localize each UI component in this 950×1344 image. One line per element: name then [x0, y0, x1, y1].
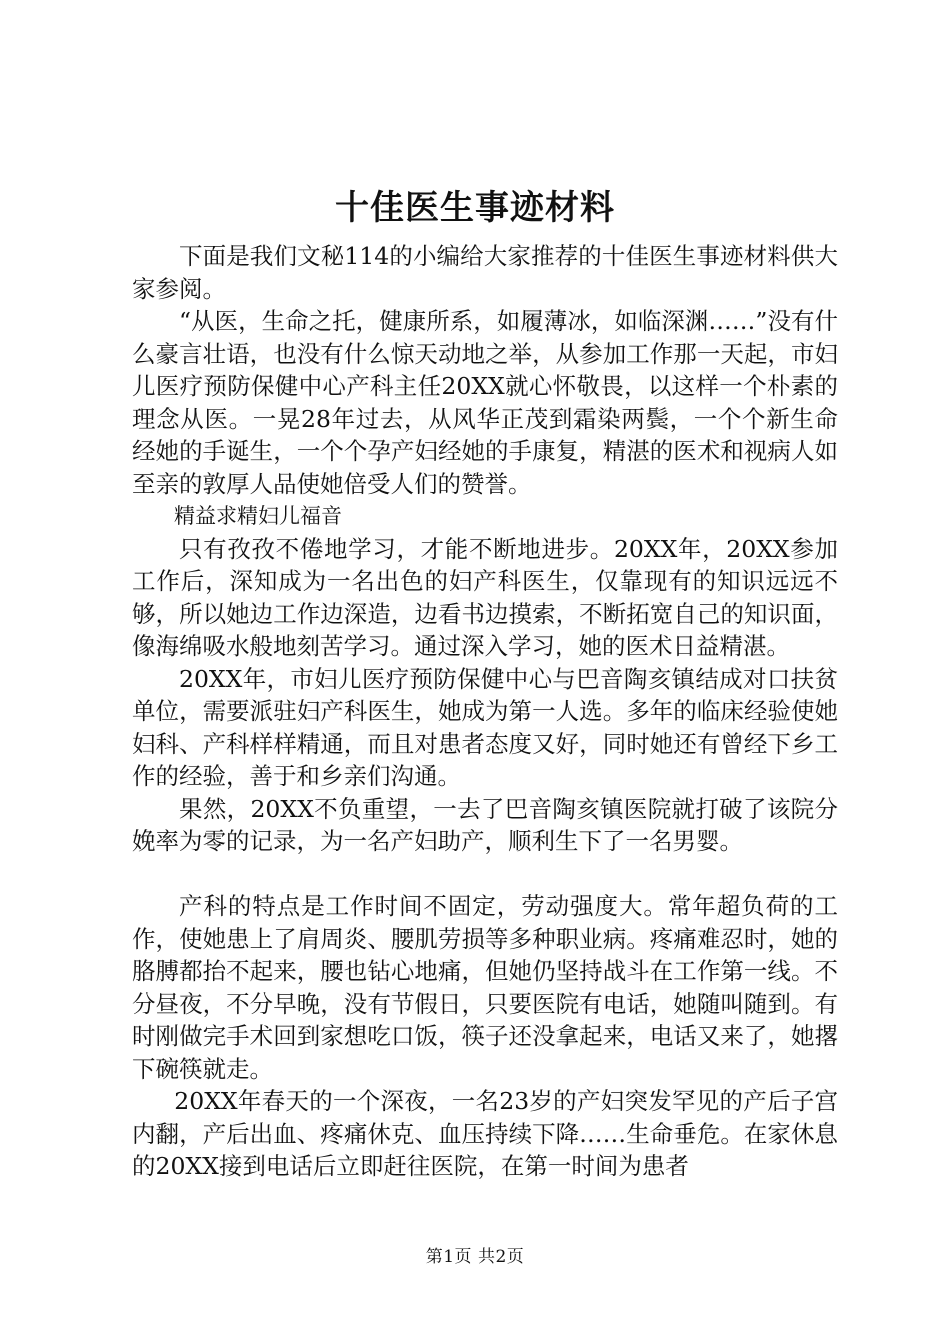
- document-body: [132, 240, 838, 1183]
- paragraph-spacer: [132, 858, 838, 891]
- body-paragraph: “从医，生命之托，健康所系，如履薄冰，如临深渊……”没有什么豪言壮语，也没有什么惊天动地之举，从参加工作那一天起，市妇儿医疗预防保健中心产科主任20XX就心怀敬畏，以这样一个朴素的理念从医。一晃28年过去，从风华正茂到霜染两鬓，一个个新生命经她的手诞生，一个个孕产妇经她的手康复，精湛的医术和视病人如至亲的敦厚人品使她倍受人们的赞誉。: [132, 307, 838, 498]
- body-paragraph: 产科的特点是工作时间不固定，劳动强度大。常年超负荷的工作，使她患上了肩周炎、腰肌劳损等多种职业病。疼痛难忍时，她的胳膊都抬不起来，腰也钻心地痛，但她仍坚持战斗在工作第一线。不分昼夜，不分早晚，没有节假日，只要医院有电话，她随叫随到。有时刚做完手术回到家想吃口饭，筷子还没拿起来，电话又来了，她撂下碗筷就走。: [132, 892, 838, 1083]
- document-title: 十佳医生事迹材料: [335, 188, 615, 228]
- section-heading: 精益求精妇儿福音: [174, 504, 342, 528]
- page-footer: 第1页 共2页: [425, 1247, 525, 1267]
- body-paragraph: 果然，20XX不负重望，一去了巴音陶亥镇医院就打破了该院分娩率为零的记录，为一名产妇助产，顺利生下了一名男婴。: [132, 794, 838, 855]
- intro-paragraph: 下面是我们文秘114的小编给大家推荐的十佳医生事迹材料供大家参阅。: [132, 242, 838, 303]
- body-paragraph: 20XX年春天的一个深夜，一名23岁的产妇突发罕见的产后子宫内翻，产后出血、疼痛休克、血压持续下降……生命垂危。在家休息的20XX接到电话后立即赶往医院，在第一时间为患者: [132, 1087, 838, 1180]
- body-paragraph: 只有孜孜不倦地学习，才能不断地进步。20XX年，20XX参加工作后，深知成为一名出色的妇产科医生，仅靠现有的知识远远不够，所以她边工作边深造，边看书边摸索，不断拓宽自己的知识面，像海绵吸水般地刻苦学习。通过深入学习，她的医术日益精湛。: [132, 534, 838, 660]
- body-paragraph: 20XX年，市妇儿医疗预防保健中心与巴音陶亥镇结成对口扶贫单位，需要派驻妇产科医生，她成为第一人选。多年的临床经验使她妇科、产科样样精通，而且对患者态度又好，同时她还有曾经下乡工作的经验，善于和乡亲们沟通。: [132, 664, 838, 790]
